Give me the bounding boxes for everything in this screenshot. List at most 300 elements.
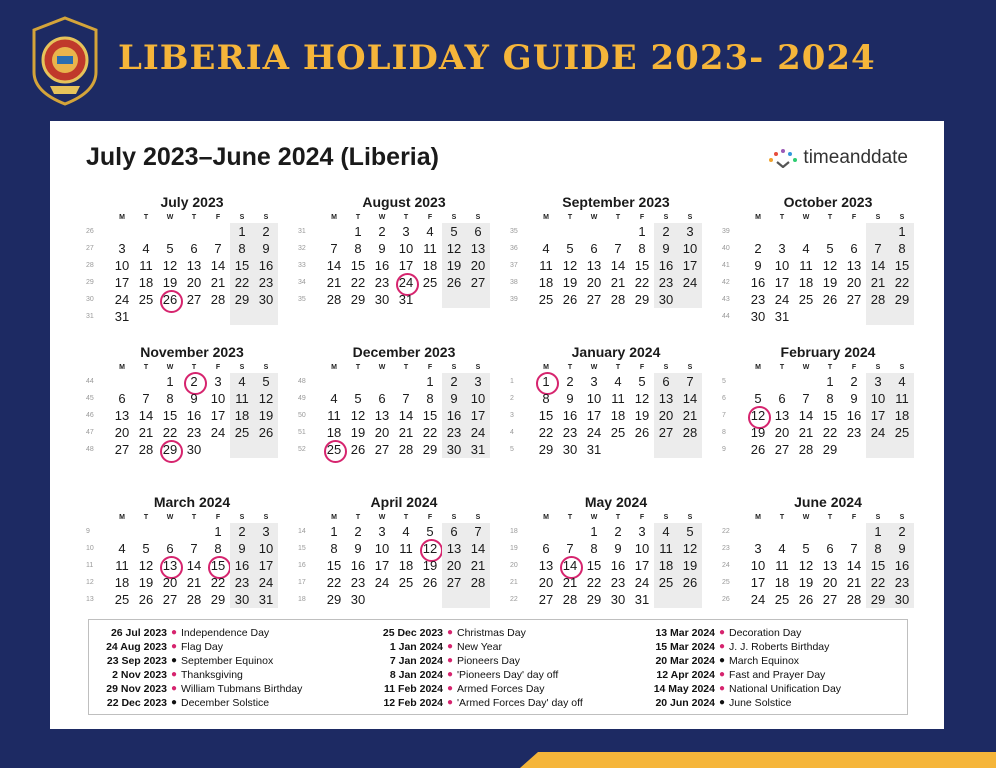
day-cell[interactable]: 24	[774, 292, 790, 307]
day-cell[interactable]: 26	[254, 424, 278, 441]
day-cell[interactable]: 6	[778, 391, 786, 406]
day-cell[interactable]: 27	[538, 592, 554, 607]
day-cell[interactable]: 14	[866, 257, 890, 274]
day-cell[interactable]: 4	[890, 373, 914, 390]
day-cell[interactable]: 7	[802, 391, 810, 406]
day-cell[interactable]: 26	[750, 442, 766, 457]
day-cell[interactable]: 2	[354, 524, 362, 539]
day-cell[interactable]: 27	[774, 442, 790, 457]
day-cell[interactable]: 9	[614, 541, 622, 556]
day-cell[interactable]: 30	[254, 291, 278, 308]
day-cell[interactable]: 8	[330, 541, 338, 556]
day-cell[interactable]: 30	[562, 442, 578, 457]
day-cell[interactable]: 6	[826, 541, 834, 556]
day-cell[interactable]: 4	[402, 524, 410, 539]
day-cell[interactable]: 31	[254, 591, 278, 608]
day-cell[interactable]: 28	[466, 574, 490, 591]
day-cell[interactable]: 23	[890, 574, 914, 591]
holiday-day-cell[interactable]: 14	[558, 557, 582, 574]
day-cell[interactable]: 11	[399, 541, 413, 556]
day-cell[interactable]: 16	[562, 408, 578, 423]
day-cell[interactable]: 19	[678, 557, 702, 574]
day-cell[interactable]: 5	[426, 524, 434, 539]
day-cell[interactable]: 23	[750, 292, 766, 307]
day-cell[interactable]: 27	[654, 424, 678, 441]
day-cell[interactable]: 10	[374, 541, 390, 556]
day-cell[interactable]: 14	[398, 408, 414, 423]
day-cell[interactable]: 2	[566, 374, 574, 389]
holiday-day-cell[interactable]: 15	[206, 557, 230, 574]
day-cell[interactable]: 17	[398, 258, 414, 273]
day-cell[interactable]: 17	[774, 275, 790, 290]
day-cell[interactable]: 22	[326, 575, 342, 590]
day-cell[interactable]: 29	[326, 592, 342, 607]
day-cell[interactable]: 11	[115, 558, 129, 573]
day-cell[interactable]: 6	[378, 391, 386, 406]
day-cell[interactable]: 29	[230, 291, 254, 308]
day-cell[interactable]: 11	[890, 390, 914, 407]
day-cell[interactable]: 7	[402, 391, 410, 406]
day-cell[interactable]: 29	[422, 442, 438, 457]
day-cell[interactable]: 22	[586, 575, 602, 590]
day-cell[interactable]: 13	[586, 258, 602, 273]
day-cell[interactable]: 28	[210, 292, 226, 307]
day-cell[interactable]: 3	[590, 374, 598, 389]
day-cell[interactable]: 9	[566, 391, 574, 406]
day-cell[interactable]: 26	[422, 575, 438, 590]
day-cell[interactable]: 20	[774, 425, 790, 440]
day-cell[interactable]: 20	[586, 275, 602, 290]
day-cell[interactable]: 18	[774, 575, 790, 590]
holiday-day-cell[interactable]: 29	[158, 441, 182, 458]
day-cell[interactable]: 24	[634, 575, 650, 590]
day-cell[interactable]: 15	[822, 408, 838, 423]
day-cell[interactable]: 25	[610, 425, 626, 440]
day-cell[interactable]: 12	[442, 240, 466, 257]
day-cell[interactable]: 20	[114, 425, 130, 440]
day-cell[interactable]: 8	[638, 241, 646, 256]
holiday-day-cell[interactable]: 2	[182, 373, 206, 390]
day-cell[interactable]: 27	[162, 592, 178, 607]
day-cell[interactable]: 9	[850, 391, 858, 406]
day-cell[interactable]: 16	[374, 258, 390, 273]
day-cell[interactable]: 8	[890, 240, 914, 257]
day-cell[interactable]: 21	[562, 575, 578, 590]
day-cell[interactable]: 8	[826, 391, 834, 406]
day-cell[interactable]: 2	[614, 524, 622, 539]
day-cell[interactable]: 7	[566, 541, 574, 556]
day-cell[interactable]: 22	[422, 425, 438, 440]
day-cell[interactable]: 18	[654, 557, 678, 574]
day-cell[interactable]: 22	[866, 574, 890, 591]
day-cell[interactable]: 2	[850, 374, 858, 389]
day-cell[interactable]: 10	[678, 240, 702, 257]
day-cell[interactable]: 25	[398, 575, 414, 590]
day-cell[interactable]: 20	[538, 575, 554, 590]
day-cell[interactable]: 30	[610, 592, 626, 607]
day-cell[interactable]: 5	[802, 541, 810, 556]
day-cell[interactable]: 11	[539, 258, 553, 273]
day-cell[interactable]: 17	[210, 408, 226, 423]
day-cell[interactable]: 28	[138, 442, 154, 457]
day-cell[interactable]: 16	[846, 408, 862, 423]
day-cell[interactable]: 4	[426, 224, 434, 239]
day-cell[interactable]: 3	[778, 241, 786, 256]
day-cell[interactable]: 13	[538, 558, 554, 573]
day-cell[interactable]: 3	[254, 523, 278, 540]
day-cell[interactable]: 19	[822, 275, 838, 290]
day-cell[interactable]: 16	[654, 257, 678, 274]
day-cell[interactable]: 14	[798, 408, 814, 423]
day-cell[interactable]: 21	[846, 575, 862, 590]
day-cell[interactable]: 5	[638, 374, 646, 389]
day-cell[interactable]: 13	[374, 408, 390, 423]
day-cell[interactable]: 30	[374, 292, 390, 307]
day-cell[interactable]: 21	[186, 575, 202, 590]
day-cell[interactable]: 31	[586, 442, 602, 457]
day-cell[interactable]: 14	[210, 258, 226, 273]
day-cell[interactable]: 23	[610, 575, 626, 590]
day-cell[interactable]: 4	[614, 374, 622, 389]
day-cell[interactable]: 11	[139, 258, 153, 273]
day-cell[interactable]: 22	[230, 274, 254, 291]
day-cell[interactable]: 14	[846, 558, 862, 573]
day-cell[interactable]: 8	[354, 241, 362, 256]
day-cell[interactable]: 8	[214, 541, 222, 556]
day-cell[interactable]: 12	[822, 258, 838, 273]
day-cell[interactable]: 19	[750, 425, 766, 440]
day-cell[interactable]: 5	[166, 241, 174, 256]
day-cell[interactable]: 29	[350, 292, 366, 307]
day-cell[interactable]: 18	[326, 425, 342, 440]
day-cell[interactable]: 5	[254, 373, 278, 390]
day-cell[interactable]: 23	[186, 425, 202, 440]
day-cell[interactable]: 7	[142, 391, 150, 406]
day-cell[interactable]: 17	[750, 575, 766, 590]
day-cell[interactable]: 27	[374, 442, 390, 457]
day-cell[interactable]: 12	[798, 558, 814, 573]
day-cell[interactable]: 25	[138, 292, 154, 307]
day-cell[interactable]: 3	[754, 541, 762, 556]
day-cell[interactable]: 23	[846, 425, 862, 440]
day-cell[interactable]: 20	[654, 407, 678, 424]
day-cell[interactable]: 30	[186, 442, 202, 457]
day-cell[interactable]: 13	[654, 390, 678, 407]
day-cell[interactable]: 18	[138, 275, 154, 290]
day-cell[interactable]: 19	[798, 575, 814, 590]
day-cell[interactable]: 31	[398, 292, 414, 307]
day-cell[interactable]: 7	[214, 241, 222, 256]
day-cell[interactable]: 21	[398, 425, 414, 440]
day-cell[interactable]: 22	[634, 275, 650, 290]
day-cell[interactable]: 17	[374, 558, 390, 573]
day-cell[interactable]: 23	[350, 575, 366, 590]
day-cell[interactable]: 1	[638, 224, 646, 239]
day-cell[interactable]: 29	[586, 592, 602, 607]
day-cell[interactable]: 7	[466, 523, 490, 540]
day-cell[interactable]: 15	[230, 257, 254, 274]
day-cell[interactable]: 11	[327, 408, 341, 423]
day-cell[interactable]: 30	[230, 591, 254, 608]
day-cell[interactable]: 25	[774, 592, 790, 607]
day-cell[interactable]: 1	[866, 523, 890, 540]
day-cell[interactable]: 19	[138, 575, 154, 590]
day-cell[interactable]: 25	[654, 574, 678, 591]
day-cell[interactable]: 14	[138, 408, 154, 423]
day-cell[interactable]: 7	[866, 240, 890, 257]
day-cell[interactable]: 21	[326, 275, 342, 290]
day-cell[interactable]: 10	[750, 558, 766, 573]
day-cell[interactable]: 25	[422, 275, 438, 290]
day-cell[interactable]: 12	[634, 391, 650, 406]
day-cell[interactable]: 10	[774, 258, 790, 273]
day-cell[interactable]: 22	[822, 425, 838, 440]
day-cell[interactable]: 6	[190, 241, 198, 256]
day-cell[interactable]: 4	[230, 373, 254, 390]
day-cell[interactable]: 27	[466, 274, 490, 291]
day-cell[interactable]: 10	[866, 390, 890, 407]
day-cell[interactable]: 19	[422, 558, 438, 573]
day-cell[interactable]: 18	[538, 275, 554, 290]
day-cell[interactable]: 3	[214, 374, 222, 389]
day-cell[interactable]: 3	[638, 524, 646, 539]
day-cell[interactable]: 16	[890, 557, 914, 574]
day-cell[interactable]: 24	[466, 424, 490, 441]
day-cell[interactable]: 20	[846, 275, 862, 290]
day-cell[interactable]: 21	[798, 425, 814, 440]
day-cell[interactable]: 4	[330, 391, 338, 406]
day-cell[interactable]: 1	[166, 374, 174, 389]
day-cell[interactable]: 21	[466, 557, 490, 574]
day-cell[interactable]: 21	[866, 274, 890, 291]
day-cell[interactable]: 22	[890, 274, 914, 291]
day-cell[interactable]: 21	[678, 407, 702, 424]
day-cell[interactable]: 3	[118, 241, 126, 256]
day-cell[interactable]: 21	[138, 425, 154, 440]
day-cell[interactable]: 20	[374, 425, 390, 440]
day-cell[interactable]: 2	[254, 223, 278, 240]
day-cell[interactable]: 3	[866, 373, 890, 390]
day-cell[interactable]: 10	[254, 540, 278, 557]
day-cell[interactable]: 1	[330, 524, 338, 539]
day-cell[interactable]: 5	[354, 391, 362, 406]
day-cell[interactable]: 19	[442, 257, 466, 274]
day-cell[interactable]: 29	[210, 592, 226, 607]
day-cell[interactable]: 11	[654, 540, 678, 557]
day-cell[interactable]: 20	[442, 557, 466, 574]
day-cell[interactable]: 10	[466, 390, 490, 407]
day-cell[interactable]: 18	[114, 575, 130, 590]
day-cell[interactable]: 26	[822, 292, 838, 307]
day-cell[interactable]: 13	[114, 408, 130, 423]
day-cell[interactable]: 18	[798, 275, 814, 290]
day-cell[interactable]: 12	[162, 258, 178, 273]
day-cell[interactable]: 31	[774, 309, 790, 324]
day-cell[interactable]: 24	[866, 424, 890, 441]
day-cell[interactable]: 14	[186, 558, 202, 573]
day-cell[interactable]: 10	[586, 391, 602, 406]
day-cell[interactable]: 9	[254, 240, 278, 257]
day-cell[interactable]: 7	[190, 541, 198, 556]
day-cell[interactable]: 28	[678, 424, 702, 441]
day-cell[interactable]: 31	[114, 309, 130, 324]
day-cell[interactable]: 31	[634, 592, 650, 607]
day-cell[interactable]: 17	[634, 558, 650, 573]
day-cell[interactable]: 6	[466, 223, 490, 240]
day-cell[interactable]: 18	[230, 407, 254, 424]
day-cell[interactable]: 5	[754, 391, 762, 406]
day-cell[interactable]: 1	[590, 524, 598, 539]
day-cell[interactable]: 24	[254, 574, 278, 591]
day-cell[interactable]: 12	[254, 390, 278, 407]
day-cell[interactable]: 5	[142, 541, 150, 556]
day-cell[interactable]: 9	[654, 240, 678, 257]
day-cell[interactable]: 11	[775, 558, 789, 573]
day-cell[interactable]: 1	[214, 524, 222, 539]
day-cell[interactable]: 8	[542, 391, 550, 406]
day-cell[interactable]: 8	[230, 240, 254, 257]
day-cell[interactable]: 3	[466, 373, 490, 390]
day-cell[interactable]: 17	[678, 257, 702, 274]
day-cell[interactable]: 9	[442, 390, 466, 407]
day-cell[interactable]: 25	[890, 424, 914, 441]
day-cell[interactable]: 15	[538, 408, 554, 423]
day-cell[interactable]: 3	[402, 224, 410, 239]
day-cell[interactable]: 14	[678, 390, 702, 407]
day-cell[interactable]: 13	[774, 408, 790, 423]
holiday-day-cell[interactable]: 1	[534, 373, 558, 390]
day-cell[interactable]: 1	[826, 374, 834, 389]
day-cell[interactable]: 13	[442, 540, 466, 557]
day-cell[interactable]: 4	[142, 241, 150, 256]
day-cell[interactable]: 29	[866, 591, 890, 608]
day-cell[interactable]: 16	[230, 557, 254, 574]
day-cell[interactable]: 4	[654, 523, 678, 540]
holiday-day-cell[interactable]: 13	[158, 557, 182, 574]
day-cell[interactable]: 2	[890, 523, 914, 540]
day-cell[interactable]: 1	[890, 223, 914, 240]
day-cell[interactable]: 27	[442, 574, 466, 591]
day-cell[interactable]: 20	[186, 275, 202, 290]
day-cell[interactable]: 26	[350, 442, 366, 457]
day-cell[interactable]: 29	[890, 291, 914, 308]
day-cell[interactable]: 24	[114, 292, 130, 307]
day-cell[interactable]: 16	[442, 407, 466, 424]
day-cell[interactable]: 15	[326, 558, 342, 573]
day-cell[interactable]: 29	[634, 292, 650, 307]
day-cell[interactable]: 30	[890, 591, 914, 608]
day-cell[interactable]: 11	[230, 390, 254, 407]
day-cell[interactable]: 4	[802, 241, 810, 256]
day-cell[interactable]: 21	[610, 275, 626, 290]
day-cell[interactable]: 22	[210, 575, 226, 590]
day-cell[interactable]: 27	[186, 292, 202, 307]
day-cell[interactable]: 20	[466, 257, 490, 274]
day-cell[interactable]: 30	[350, 592, 366, 607]
day-cell[interactable]: 8	[166, 391, 174, 406]
day-cell[interactable]: 8	[866, 540, 890, 557]
day-cell[interactable]: 27	[114, 442, 130, 457]
day-cell[interactable]: 21	[210, 275, 226, 290]
day-cell[interactable]: 5	[442, 223, 466, 240]
day-cell[interactable]: 9	[190, 391, 198, 406]
day-cell[interactable]: 10	[398, 241, 414, 256]
day-cell[interactable]: 15	[422, 408, 438, 423]
day-cell[interactable]: 15	[586, 558, 602, 573]
day-cell[interactable]: 25	[538, 292, 554, 307]
day-cell[interactable]: 19	[634, 408, 650, 423]
day-cell[interactable]: 28	[846, 592, 862, 607]
day-cell[interactable]: 14	[326, 258, 342, 273]
day-cell[interactable]: 7	[614, 241, 622, 256]
day-cell[interactable]: 13	[846, 258, 862, 273]
day-cell[interactable]: 20	[822, 575, 838, 590]
day-cell[interactable]: 6	[442, 523, 466, 540]
day-cell[interactable]: 22	[162, 425, 178, 440]
day-cell[interactable]: 15	[634, 258, 650, 273]
day-cell[interactable]: 8	[590, 541, 598, 556]
day-cell[interactable]: 6	[118, 391, 126, 406]
day-cell[interactable]: 24	[750, 592, 766, 607]
day-cell[interactable]: 13	[466, 240, 490, 257]
day-cell[interactable]: 19	[254, 407, 278, 424]
day-cell[interactable]: 16	[750, 275, 766, 290]
day-cell[interactable]: 12	[678, 540, 702, 557]
day-cell[interactable]: 24	[210, 425, 226, 440]
day-cell[interactable]: 28	[398, 442, 414, 457]
day-cell[interactable]: 2	[230, 523, 254, 540]
day-cell[interactable]: 1	[354, 224, 362, 239]
day-cell[interactable]: 5	[826, 241, 834, 256]
day-cell[interactable]: 6	[654, 373, 678, 390]
day-cell[interactable]: 6	[590, 241, 598, 256]
day-cell[interactable]: 26	[562, 292, 578, 307]
day-cell[interactable]: 8	[426, 391, 434, 406]
day-cell[interactable]: 28	[798, 442, 814, 457]
day-cell[interactable]: 30	[442, 441, 466, 458]
day-cell[interactable]: 18	[890, 407, 914, 424]
holiday-day-cell[interactable]: 12	[418, 540, 442, 557]
day-cell[interactable]: 9	[890, 540, 914, 557]
day-cell[interactable]: 17	[866, 407, 890, 424]
day-cell[interactable]: 16	[350, 558, 366, 573]
holiday-day-cell[interactable]: 12	[746, 407, 770, 424]
day-cell[interactable]: 27	[822, 592, 838, 607]
day-cell[interactable]: 3	[678, 223, 702, 240]
day-cell[interactable]: 18	[422, 258, 438, 273]
day-cell[interactable]: 1	[426, 374, 434, 389]
day-cell[interactable]: 6	[166, 541, 174, 556]
day-cell[interactable]: 17	[254, 557, 278, 574]
day-cell[interactable]: 5	[678, 523, 702, 540]
day-cell[interactable]: 26	[634, 425, 650, 440]
holiday-day-cell[interactable]: 26	[158, 291, 182, 308]
day-cell[interactable]: 25	[114, 592, 130, 607]
day-cell[interactable]: 25	[230, 424, 254, 441]
day-cell[interactable]: 9	[754, 258, 762, 273]
day-cell[interactable]: 11	[611, 391, 625, 406]
day-cell[interactable]: 10	[634, 541, 650, 556]
day-cell[interactable]: 2	[654, 223, 678, 240]
day-cell[interactable]: 18	[610, 408, 626, 423]
day-cell[interactable]: 17	[114, 275, 130, 290]
day-cell[interactable]: 28	[866, 291, 890, 308]
day-cell[interactable]: 7	[850, 541, 858, 556]
day-cell[interactable]: 2	[754, 241, 762, 256]
day-cell[interactable]: 16	[254, 257, 278, 274]
day-cell[interactable]: 26	[798, 592, 814, 607]
day-cell[interactable]: 31	[466, 441, 490, 458]
